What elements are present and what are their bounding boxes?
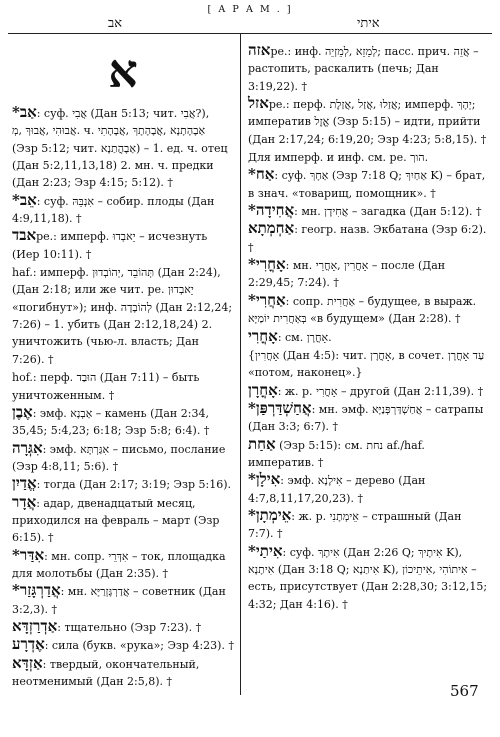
entry-definition: : мн. אֲדַרְגָּזְרַיָּא – советник (Дан 3:2,3). † [12,585,226,616]
dictionary-entry [12,618,234,636]
entry-definition: : ж. р. אָחֳרִי – другой (Дан 2:11,39). † [277,384,484,398]
dictionary-entry [12,368,234,404]
entry-definition: : тогда (Дан 2:17; 3:19; Эзр 5:16). [36,478,231,492]
dictionary-entry [12,404,234,440]
dictionary-entry [12,475,234,493]
dictionary-entry [12,655,234,691]
dictionary-entry [248,148,488,166]
dictionary-entry [12,104,234,192]
dictionary-entry [12,227,234,263]
entry-headword: אבד [12,226,37,245]
entry-headword: אזל [248,94,269,113]
dictionary-entry [248,382,488,400]
entry-headword: *אָחֳרִי [248,255,286,274]
entry-definition: : суф. אַחָךְ (Эзр 7:18 Q; אַחַיִךְ K) – брат, в знач. «товарищ, помощник». † [248,169,486,200]
dictionary-entry [248,471,488,507]
entry-headword: אֶבֶן [12,402,33,421]
entry-definition: : тщательно (Эзр 7:23). † [57,620,202,634]
entry-headword: *אַב [12,103,37,121]
entry-definition: : адар, двенадцатый месяц, приходился на февраль – март (Эзр 6:15). † [12,496,220,545]
entry-headword: *אֵב [12,190,37,209]
entry-headword: אִגְּרָה [12,438,43,457]
entry-definition: : см. אָחֳרָן. [277,330,332,344]
guide-word-right: איתי [357,16,380,31]
dictionary-entry [248,166,488,202]
dictionary-entry [12,494,234,547]
dictionary-entry [248,328,488,346]
dictionary-entry [12,440,234,476]
column-divider [240,33,241,695]
right-column [248,42,488,613]
entry-definition: haf.: имперф. תְּהוֹבֵד ,יְהוֹבְדוּן (Дан 2:24), (Дан 2:18; или же чит. ре. יֵאבְדוּן «погибнут»); инф. לְהוֹבָדָה (Дан 2:12,24; 7:26) – 1. убить (Дан 2:12,18,24) 2. уничтожить (чью-л. власть; Дан 7:26). † [12,266,233,366]
entry-headword: *אֲדַרְגָּזַר [12,581,61,600]
dictionary-entry [248,95,488,148]
dictionary-entry [248,436,488,472]
dictionary-entry [12,192,234,228]
entry-definition: (Эзр 5:15): см. נחת af./haf. императив. † [248,438,425,469]
entry-definition: : твердый, окончательный, неотменимый (Дан 2:5,8). † [12,657,200,688]
dictionary-entry [248,346,488,382]
entry-definition: : мн. эмф. אֲחַשְׁדַּרְפְּנַיָּא – сатрапы (Дан 3:3; 6:7). † [248,402,484,434]
entry-headword: אַדְרַזְדָּא [12,616,58,635]
entry-definition: : суф. אֲבִי (Дан 5:13; чит. אֲבִי?), אֲבוּהִי ,אֲבוּךְ ,מְ. ч. אַבָהָתָנָא ,אֲבָהָתָךְ ,אֲבָהָתִי (Эзр 5:12; чит. אַבָהֳתַנָא) – 1. ед. ч. отец (Дан 5:2,11,13,18) 2. мн. ч. предки (Дан 2:23; Эзр 4:15; 5:12). † [12,107,228,190]
entry-definition: : сила (букв. «рука»; Эзр 4:23). † [44,639,234,653]
entry-definition: : эмф. אִגַּרְתָּא – письмо, послание (Эзр 4:8,11; 5:6). † [12,442,226,473]
entry-headword: אָחֳרָן [248,380,278,399]
entry-headword: אֶדְרָע [12,635,45,654]
entry-headword: אַחְמְתָא [248,219,295,238]
entry-definition: : эмф. אַבְנָא – камень (Дан 2:34, 35,45; 5:4,23; 6:18; Эзр 5:8; 6:4). † [12,406,210,438]
entry-definition: : сопр. אַחֲרִית – будущее, в выраж. בְּאַחֲרִית יוֹמַיָּא «в будущем» (Дан 2:28). † [248,294,477,326]
right-entries [248,42,488,613]
guide-word-left: אב [108,16,123,31]
entry-headword: אזה [248,41,271,59]
dictionary-entry [248,220,488,256]
entry-headword: *אֵימְתָן [248,505,292,524]
entry-definition: pe.: инф. לְמֵזֵא ,לְמֵזְיֵה; пасс. прич. אֲזֵה – растопить, раскалить (печь; Дан 3:19,22). † [248,45,479,93]
dictionary-entry [248,292,488,328]
dictionary-entry [12,547,234,583]
entry-definition: : ж. р. אֵימְתָנִי – страшный (Дан 7:7). † [248,509,462,541]
header-rule [8,33,492,34]
entry-definition: : эмф. אִילָנָא – дерево (Дан 4:7,8,11,17,20,23). † [248,474,426,505]
entry-headword: *אִיתַי [248,541,283,560]
dictionary-entry [12,582,234,618]
entry-definition: hof.: перф. הוּבַד (Дан 7:11) – быть уничтоженным. † [12,371,200,402]
entry-headword: *אִילָן [248,470,281,489]
dictionary-entry [248,543,488,613]
dictionary-entry [248,256,488,292]
dictionary-entry [248,202,488,220]
entry-definition: {אָחֳרִין (Дан 4:5): чит. אָחֳרָן, в сочет. עַד אָחֳרָן «потом, наконец».} [248,348,485,380]
entry-headword: *אֲחִידָה [248,201,295,220]
dictionary-entry [12,263,234,368]
entry-definition: : мн. אָחֳרִין ,אָחֳרֵי – после (Дан 2:29,45; 7:24). † [248,259,446,290]
entry-definition: : мн. сопр. אִדְּרֵי – ток, площадка для молотьбы (Дан 2:35). † [12,549,226,580]
entry-headword: *אַח [248,165,275,184]
entry-definition: pe.: перф. אֲזַלוּ ,אֲזַל ,אֲזַלֶת; имперф. יְהָךְ; императив אֱזֶל (Эзр 5:15) – идти, прийти (Дан 2:17,24; 6:19,20; Эзр 4:23; 5:8,15). † [248,98,487,146]
entry-headword: אָחֳרִי [248,326,278,345]
entry-headword: *אִדַּר [12,545,45,564]
entry-definition: : суф. אִיתָךְ (Дан 2:26 Q; אִיתָיךְ K), אִיתָנָא (Дан 3:18 Q; אִיתַנָא K), אִיתוֹהִי ,אִיתֵיכוֹן – есть, присутствует (Дан 2:28,30; 3:12,15; 4:32; Дан 4:16). † [248,545,488,611]
entry-definition: pe.: имперф. יֵאבְדוּ – исчезнуть (Иер 10:11). † [12,230,208,261]
entry-headword: אַזְדָּא [12,653,43,672]
entry-headword: *אֲחַשְׁדַּרְפַּן [248,398,312,417]
page-number: 567 [450,682,479,700]
dictionary-entry [248,507,488,543]
section-letter: א [108,44,138,98]
left-column [12,42,234,690]
entry-headword: אֲדָר [12,492,37,511]
entry-headword: *אַחֲרִי [248,290,286,309]
entry-definition: Для имперф. и инф. см. pe. הוך. [248,151,429,165]
entry-headword: אֱדַיִן [12,474,37,493]
running-head: [ А Р А М . ] [207,4,293,15]
dictionary-entry [12,636,234,654]
entry-definition: : геогр. назв. Экбатана (Эзр 6:2). † [248,223,487,254]
dictionary-entry [248,400,488,436]
left-entries [12,104,234,690]
entry-definition: : мн. אֲחִידָן – загадка (Дан 5:12). † [294,205,482,219]
entry-headword: אַחַת [248,434,276,453]
entry-definition: : суф. אִנְבֵּהּ – собир. плоды (Дан 4:9,11,18). † [12,194,215,226]
dictionary-entry [248,42,488,95]
